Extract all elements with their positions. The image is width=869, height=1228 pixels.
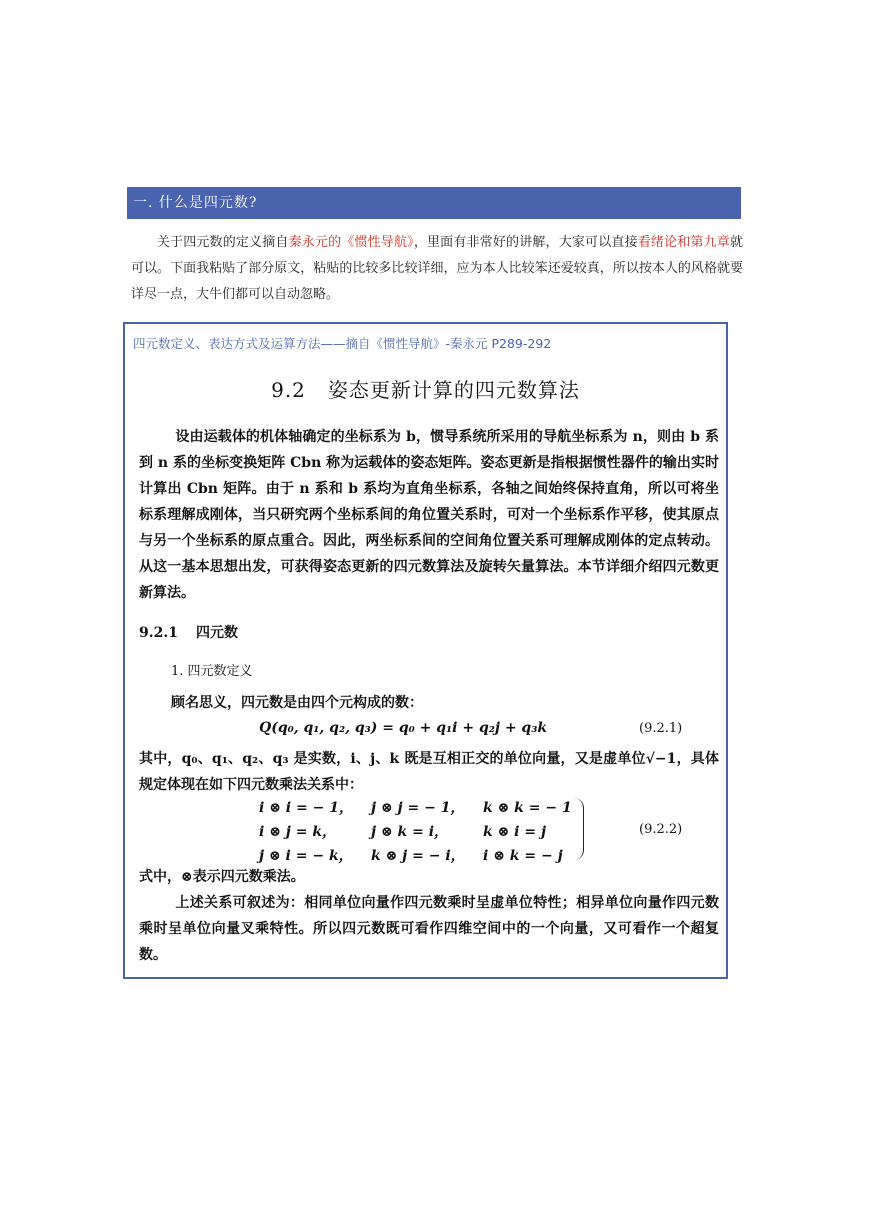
relation-cell: k ⊗ j = − i， (371, 848, 465, 864)
quaternion-formula: Q(q₀, q₁, q₂, q₃) = q₀ + q₁i + q₂j + q₃k (259, 720, 548, 736)
intro-paragraph (131, 230, 743, 308)
scan-item-heading: 1. 四元数定义 (171, 664, 253, 679)
relation-cell: k ⊗ k = − 1 (483, 800, 572, 816)
relation-row (259, 796, 589, 820)
scan-definition-text: 顾名思义，四元数是由四个元构成的数： (171, 695, 423, 711)
relation-cell: j ⊗ j = − 1， (371, 800, 465, 816)
excerpt-caption: 四元数定义、表达方式及运算方法——摘自《惯性导航》-秦永元 P289-292 (133, 336, 552, 351)
scan-paragraph-1: 设由运载体的机体轴确定的坐标系为 b，惯导系统所采用的导航坐标系为 n，则由 b 系到 n 系的坐标变换矩阵 Cbn 称为运载体的姿态矩阵。姿态更新是指根据惯性器件的输出实时计算出 Cbn 矩阵。由于 n 系和 b 系均为直角坐标系，各轴之间始终保持直角，所以可将坐标系理解成刚体，当只研究两个坐标系间的角位置关系时，可对一个坐标系作平移，使其原点与另一个坐标系的原点重合。因此，两坐标系间的空间角位置关系可理解成刚体的定点转动。从这一基本思想出发，可获得姿态更新的四元数算法及旋转矢量算法。本节详细介绍四元数更新算法。 (139, 429, 719, 601)
relation-cell: k ⊗ i = j (483, 824, 547, 840)
intro-text-3: 就可以。下面我粘贴了部分原文，粘贴的比较多比较详细，应为本人比较笨还爱较真，所以按本人的风格就要详尽一点，大牛们都可以自动忽略。 (131, 235, 743, 302)
scan-section-title-text: 姿态更新计算的四元数算法 (327, 378, 580, 402)
scan-paragraph-2: 其中，q₀、q₁、q₂、q₃ 是实数，i、j、k 既是互相正交的单位向量，又是虚单位√−1，具体规定体现在如下四元数乘法关系中： (139, 751, 719, 793)
scan-subsection-heading (139, 622, 238, 642)
formula-number-2: (9.2.2) (639, 822, 683, 837)
intro-text-1: 关于四元数的定义摘自 (156, 235, 289, 250)
section-heading (127, 187, 741, 219)
scan-note: 式中，⊗表示四元数乘法。 (139, 869, 305, 885)
relation-cell: i ⊗ i = − 1， (259, 800, 353, 816)
excerpt-box (123, 322, 728, 979)
formula-number-1: (9.2.1) (639, 721, 683, 736)
scan-subsection-title: 四元数 (195, 625, 238, 641)
scan-paragraph-3: 上述关系可叙述为：相同单位向量作四元数乘时呈虚单位特性；相异单位向量作四元数乘时呈单位向量叉乘特性。所以四元数既可看作四维空间中的一个向量，又可看作一个超复数。 (139, 895, 719, 963)
relation-cell: j ⊗ i = − k， (259, 848, 353, 864)
relation-cell: i ⊗ j = k， (259, 824, 337, 840)
intro-text-2: ，里面有非常好的讲解，大家可以直接 (413, 235, 638, 250)
relation-row (259, 820, 589, 844)
chapter-reference: 看绪论和第九章 (637, 235, 730, 250)
scan-section-number: 9.2 (271, 378, 306, 402)
book-reference: 秦永元的《惯性导航》 (288, 235, 414, 250)
relations-brace (573, 798, 584, 860)
scan-subsection-number: 9.2.1 (139, 625, 178, 641)
relation-cell: i ⊗ k = − j (483, 848, 563, 864)
multiplication-relations (259, 796, 589, 868)
relation-cell: j ⊗ k = i， (371, 824, 449, 840)
section-heading-text: 一. 什么是四元数? (133, 195, 258, 211)
scan-section-title (125, 374, 726, 403)
